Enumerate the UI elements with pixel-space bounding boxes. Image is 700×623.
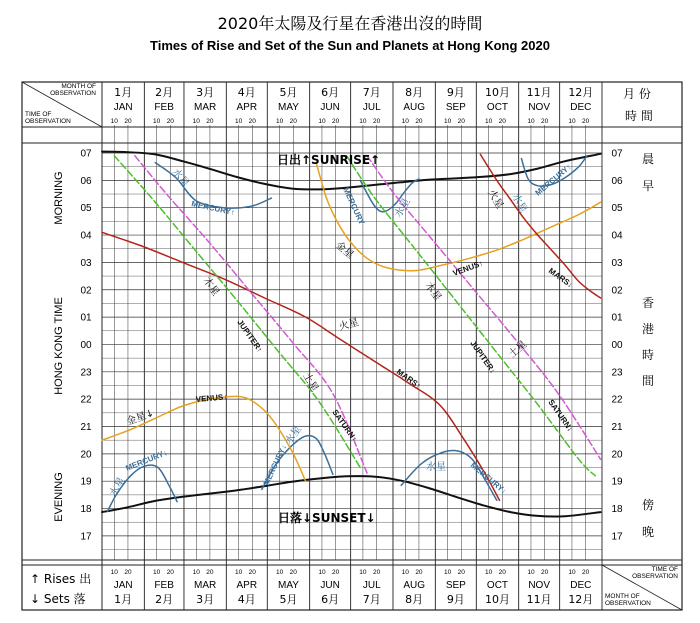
month-label-top-zh: 11月 — [526, 86, 552, 99]
label-morning-zh-1: 晨 — [641, 152, 655, 166]
month-label-bottom-en: MAY — [278, 580, 299, 591]
label-mercury-zh-3: 水星 — [509, 192, 529, 215]
month-label-top-zh: 3月 — [196, 86, 215, 99]
month-label-bottom-en: AUG — [403, 580, 425, 591]
hour-label-right: 07 — [611, 148, 623, 160]
month-label-top-zh: 1月 — [114, 86, 133, 99]
header-time-line2: OBSERVATION — [25, 118, 71, 125]
hour-label-left: 03 — [80, 257, 92, 269]
label-venus-am-zh: 金星 — [333, 239, 356, 262]
hour-label-right: 19 — [611, 476, 623, 488]
day-tick-top: 10 — [110, 118, 118, 125]
label-evening-zh-1: 傍 — [641, 498, 655, 512]
label-mercury-pm3: MERCURY↓ — [468, 460, 509, 496]
header-right-month: 月 份 — [623, 87, 651, 101]
label-hk-zh-3: 時 — [641, 348, 655, 362]
hour-label-left: 21 — [80, 422, 92, 433]
label-hk-zh-1: 香 — [641, 296, 655, 310]
month-label-top-en: OCT — [486, 102, 509, 113]
month-label-bottom-zh: 10月 — [484, 593, 510, 606]
month-label-top-zh: 12月 — [568, 86, 594, 99]
hour-label-right: 18 — [611, 504, 623, 516]
day-tick-top: 10 — [275, 118, 284, 125]
day-tick-top: 20 — [581, 118, 590, 125]
footer-month-line1: MONTH OF — [605, 593, 640, 600]
label-venus-pm-zh: 金星↓ — [125, 407, 156, 428]
day-tick-bottom: 20 — [289, 569, 297, 576]
hour-label-left: 05 — [80, 203, 92, 215]
hour-label-left: 22 — [80, 394, 92, 406]
header-right-time: 時 間 — [625, 109, 653, 123]
legend-rises: ↑ Rises 出 — [30, 572, 92, 586]
day-tick-top: 20 — [415, 118, 423, 125]
day-tick-top: 20 — [289, 118, 297, 125]
hour-label-right: 05 — [611, 203, 623, 215]
day-tick-top: 20 — [372, 118, 381, 125]
day-tick-bottom: 10 — [318, 569, 326, 576]
series-line-saturn — [135, 156, 367, 473]
month-label-bottom-en: FEB — [154, 580, 174, 591]
month-label-bottom-en: DEC — [570, 580, 592, 591]
label-jupiter-rise: JUPITER↑ — [235, 317, 265, 355]
hour-label-right: 22 — [611, 394, 623, 406]
chart-title-en: Times of Rise and Set of the Sun and Planets at Hong Kong 2020 — [150, 38, 550, 53]
label-mercury-zh-1: 水星 — [169, 166, 191, 190]
month-label-top-en: AUG — [403, 102, 425, 113]
day-tick-bottom: 20 — [415, 569, 423, 576]
label-venus-pm-en: VENUS↓ — [195, 392, 228, 404]
label-mars-rise: MARS↑ — [394, 367, 423, 391]
day-tick-top: 20 — [457, 118, 465, 125]
day-tick-bottom: 10 — [110, 569, 118, 576]
day-tick-bottom: 10 — [153, 569, 161, 576]
label-mercury-zh-5: 水星 — [283, 424, 304, 447]
day-tick-top: 20 — [166, 118, 174, 125]
month-label-bottom-zh: 11月 — [526, 593, 552, 606]
day-tick-top: 20 — [331, 118, 340, 125]
hour-label-left: 04 — [80, 230, 92, 242]
day-tick-top: 10 — [318, 118, 326, 125]
day-tick-top: 10 — [234, 118, 243, 125]
month-label-bottom-en: JUN — [320, 580, 340, 591]
hour-label-right: 17 — [611, 531, 623, 543]
label-mercury-pm1: MERCURY↓ — [124, 447, 169, 473]
month-label-bottom-en: SEP — [445, 580, 466, 591]
hour-label-left: 17 — [80, 531, 92, 543]
label-mercury-am2: MERCURY — [341, 186, 367, 227]
month-label-bottom-zh: 2月 — [155, 593, 174, 606]
hour-label-left: 02 — [80, 285, 92, 297]
label-mars-set: MARS↓ — [546, 266, 575, 290]
day-tick-top: 20 — [498, 118, 506, 125]
label-saturn-rise: SATURN↑ — [330, 407, 359, 444]
hour-label-right: 03 — [611, 257, 623, 269]
label-mercury-am3: MERCURY↑ — [533, 162, 574, 198]
day-tick-top: 10 — [444, 118, 452, 125]
hour-label-left: 07 — [80, 148, 92, 160]
day-tick-bottom: 10 — [359, 569, 367, 576]
month-label-bottom-zh: 1月 — [114, 593, 133, 606]
month-label-bottom-en: APR — [236, 580, 258, 591]
label-morning: MORNING — [53, 171, 65, 225]
label-evening-zh-2: 晚 — [641, 525, 655, 539]
month-label-top-en: APR — [236, 102, 258, 113]
label-mercury-pm2: MERCURY↓ — [261, 443, 289, 487]
month-label-top-en: JUN — [320, 102, 340, 113]
month-label-top-zh: 4月 — [237, 86, 256, 99]
day-tick-bottom: 10 — [527, 569, 535, 576]
label-saturn-zh-1: 土星 — [300, 371, 320, 394]
label-mars-zh-2: 火星 — [485, 188, 505, 211]
label-venus-am-en: VENUS↑ — [451, 258, 485, 278]
day-tick-bottom: 20 — [124, 569, 132, 576]
day-tick-top: 20 — [206, 118, 214, 125]
series-line-jupiter — [347, 156, 596, 476]
hour-label-right: 02 — [611, 285, 623, 297]
day-tick-top: 10 — [568, 118, 576, 125]
month-label-bottom-zh: 5月 — [279, 593, 298, 606]
hour-label-right: 21 — [611, 422, 623, 433]
month-label-top-zh: 5月 — [279, 86, 298, 99]
day-tick-bottom: 20 — [457, 569, 465, 576]
day-tick-bottom: 10 — [484, 569, 493, 576]
header-time-line1: TIME OF — [25, 111, 52, 118]
label-morning-zh-2: 早 — [641, 179, 655, 193]
footer-time-line1: TIME OF — [651, 566, 678, 573]
month-label-top-en: SEP — [445, 102, 466, 113]
series-line-mars — [102, 232, 500, 500]
hour-label-left: 23 — [80, 367, 92, 379]
month-label-top-zh: 6月 — [321, 86, 340, 99]
label-saturn-set: SATURN↓ — [546, 397, 575, 434]
day-tick-bottom: 20 — [248, 569, 256, 576]
day-tick-top: 10 — [192, 118, 200, 125]
day-tick-top: 10 — [153, 118, 161, 125]
day-tick-bottom: 20 — [581, 569, 590, 576]
month-label-top-zh: 7月 — [362, 86, 381, 99]
month-label-bottom-en: JAN — [113, 580, 133, 591]
month-label-bottom-zh: 3月 — [196, 593, 215, 606]
month-label-top-en: JAN — [113, 102, 133, 113]
month-label-bottom-zh: 4月 — [237, 593, 256, 606]
month-label-top-zh: 2月 — [155, 86, 174, 99]
label-mars-zh-1: 火星 — [337, 317, 361, 333]
day-tick-bottom: 20 — [541, 569, 549, 576]
label-hk-zh-4: 間 — [641, 374, 655, 388]
month-label-top-en: NOV — [528, 102, 550, 113]
day-tick-bottom: 20 — [166, 569, 174, 576]
day-tick-top: 10 — [401, 118, 409, 125]
hour-label-left: 06 — [80, 175, 92, 187]
month-label-top-en: JUL — [362, 102, 381, 113]
month-label-top-en: FEB — [154, 102, 174, 113]
day-tick-top: 20 — [124, 118, 132, 125]
header-month-line1: MONTH OF — [61, 83, 96, 90]
month-label-top-en: MAY — [278, 102, 299, 113]
label-jupiter-zh-2: 木星 — [422, 280, 444, 304]
legend-sets: ↓ Sets 落 — [30, 592, 86, 606]
day-tick-bottom: 20 — [498, 569, 506, 576]
hour-label-right: 20 — [611, 449, 623, 461]
hour-label-left: 01 — [80, 312, 92, 324]
hour-label-left: 18 — [80, 504, 92, 516]
day-tick-bottom: 20 — [372, 569, 381, 576]
hour-label-right: 04 — [611, 230, 623, 242]
month-label-bottom-zh: 6月 — [321, 593, 340, 606]
label-mercury-zh-4: 水星 — [108, 475, 128, 499]
label-mercury-zh-2: 水星 — [393, 196, 413, 220]
header-month-line2: OBSERVATION — [50, 90, 96, 97]
label-saturn-zh-2: 土星 — [506, 339, 530, 361]
day-tick-top: 10 — [484, 118, 493, 125]
hour-label-left: 20 — [80, 449, 92, 461]
label-mercury-am1: MERCURY↑ — [190, 199, 236, 218]
label-sunrise: 日出↑SUNRISE↑ — [277, 153, 381, 167]
month-label-bottom-en: MAR — [194, 580, 217, 591]
hour-label-left: 00 — [80, 339, 92, 351]
label-sunset: 日落↓SUNSET↓ — [278, 511, 376, 525]
month-label-top-zh: 8月 — [405, 86, 424, 99]
hour-label-right: 23 — [611, 367, 623, 379]
day-tick-bottom: 20 — [206, 569, 214, 576]
month-label-bottom-zh: 12月 — [568, 593, 594, 606]
day-tick-bottom: 20 — [331, 569, 340, 576]
month-label-bottom-en: JUL — [362, 580, 381, 591]
hour-label-right: 06 — [611, 175, 623, 187]
hour-label-right: 00 — [611, 339, 623, 351]
label-hong-kong-time: HONG KONG TIME — [53, 297, 65, 395]
day-tick-bottom: 10 — [234, 569, 243, 576]
label-jupiter-zh-1: 木星 — [200, 275, 222, 299]
hour-label-right: 01 — [611, 312, 623, 324]
day-tick-top: 20 — [248, 118, 256, 125]
month-label-bottom-en: NOV — [528, 580, 550, 591]
label-hk-zh-2: 港 — [641, 322, 655, 336]
day-tick-bottom: 10 — [275, 569, 284, 576]
day-tick-bottom: 10 — [568, 569, 576, 576]
month-label-top-en: MAR — [194, 102, 217, 113]
chart-title-zh: 2020年太陽及行星在香港出沒的時間 — [217, 14, 483, 33]
day-tick-bottom: 10 — [444, 569, 452, 576]
label-mercury-zh-6: 水星 — [426, 462, 446, 473]
month-label-top-zh: 9月 — [446, 86, 465, 99]
hour-label-left: 19 — [80, 476, 92, 488]
label-evening: EVENING — [53, 472, 65, 522]
month-label-bottom-en: OCT — [486, 580, 509, 591]
day-tick-bottom: 10 — [401, 569, 409, 576]
month-label-bottom-zh: 9月 — [446, 593, 465, 606]
day-tick-top: 10 — [359, 118, 367, 125]
day-tick-top: 10 — [527, 118, 535, 125]
month-label-top-zh: 10月 — [484, 86, 510, 99]
footer-time-line2: OBSERVATION — [632, 573, 678, 580]
footer-month-line2: OBSERVATION — [605, 600, 651, 607]
month-label-bottom-zh: 7月 — [362, 593, 381, 606]
month-label-bottom-zh: 8月 — [405, 593, 424, 606]
month-label-top-en: DEC — [570, 102, 592, 113]
day-tick-top: 20 — [541, 118, 549, 125]
day-tick-bottom: 10 — [192, 569, 200, 576]
label-jupiter-set: JUPITER↓ — [468, 338, 498, 376]
